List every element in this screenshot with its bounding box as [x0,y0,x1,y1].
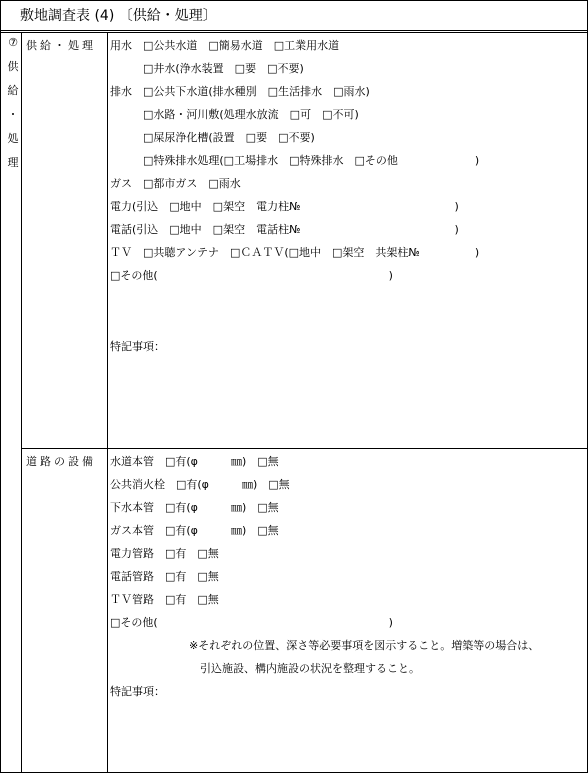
border-top [0,0,588,1]
road-category: 道路の設備 [26,455,96,468]
border-left [0,0,1,773]
road-row-hydrant: 公共消火栓 □有(φ ㎜) □無 [110,478,290,491]
supply-row-well: □井水(浄水装置 □要 □不要) [110,62,304,75]
side-label-char: 理 [7,156,19,169]
title-rule-2 [0,32,588,33]
side-label-char: ・ [7,108,19,121]
side-label-char: 処 [7,132,19,145]
side-label-number: ⑦ [8,36,18,49]
supply-category: 供給・処理 [26,39,96,52]
supply-row-water: 用水 □公共水道 □簡易水道 □工業用水道 [110,39,340,52]
road-row-power-conduit: 電力管路 □有 □無 [110,547,219,560]
road-row-phone-conduit: 電話管路 □有 □無 [110,570,219,583]
form-title: 敷地調査表 (4) 〔供給・処理〕 [20,8,217,24]
supply-row-drain: 排水 □公共下水道(排水種別 □生活排水 □雨水) [110,85,370,98]
supply-row-septic: □屎尿浄化槽(設置 □要 □不要) [110,131,315,144]
side-label-char: 給 [7,84,19,97]
supply-row-other: □その他( ) [110,269,393,282]
title-rule-1 [0,30,588,31]
section-rule [21,448,588,449]
supply-row-phone: 電話(引込 □地中 □架空 電話柱№ ) [110,223,459,236]
road-note-line-1: ※それぞれの位置、深さ等必要事項を図示すること。増築等の場合は、 [189,639,540,652]
supply-row-gas: ガス □都市ガス □雨水 [110,177,241,190]
road-row-tv-conduit: ＴＶ管路 □有 □無 [110,593,219,606]
supply-row-power: 電力(引込 □地中 □架空 電力柱№ ) [110,200,459,213]
road-row-water-main: 水道本管 □有(φ ㎜) □無 [110,455,279,468]
road-row-gas-main: ガス本管 □有(φ ㎜) □無 [110,524,279,537]
supply-row-tv: ＴＶ □共聴アンテナ □ＣＡＴＶ(□地中 □架空 共架柱№ ) [110,246,480,259]
road-row-sewer-main: 下水本管 □有(φ ㎜) □無 [110,501,279,514]
side-label-char: 供 [7,60,19,73]
road-notes-label: 特記事項： [110,685,165,698]
road-note-line-2: 引込施設、構内施設の状況を整理すること。 [200,662,420,675]
supply-row-special: □特殊排水処理(□工場排水 □特殊排水 □その他 ) [110,154,480,167]
supply-row-river: □水路・河川敷(処理水放流 □可 □不可) [110,108,359,121]
col-line-1 [21,32,22,773]
supply-notes-label: 特記事項： [110,340,165,353]
road-row-other: □その他( ) [110,616,393,629]
col-line-2 [107,32,108,773]
